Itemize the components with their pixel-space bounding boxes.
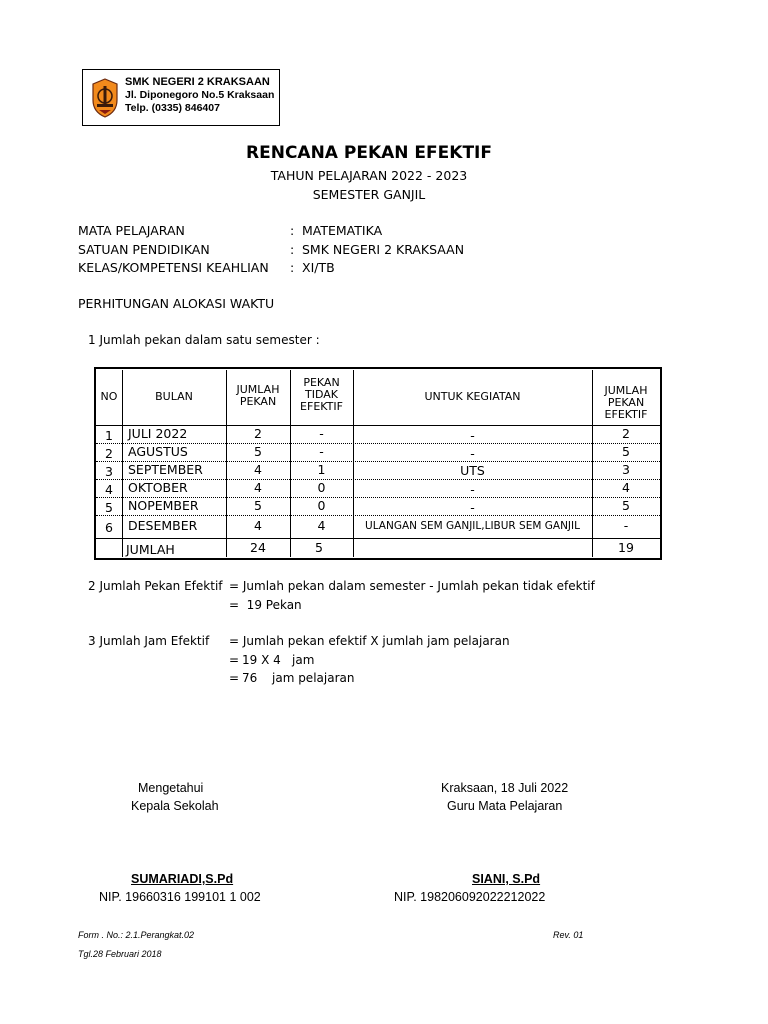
academic-year: TAHUN PELAJARAN 2022 - 2023: [270, 168, 468, 183]
header-efektif-line2: PEKAN: [607, 396, 645, 409]
header-no: NO: [100, 390, 118, 403]
sign-right-line2: Guru Mata Pelajaran: [447, 799, 563, 813]
row-jumlah: 4: [254, 462, 262, 477]
row-tidak: 1: [317, 462, 326, 477]
row-jumlah: 2: [254, 426, 262, 441]
info-value-class: XI/TB: [302, 260, 335, 275]
row-kegiatan: -: [470, 446, 475, 461]
header-jumlah-pekan-line2: PEKAN: [239, 395, 277, 408]
row-tidak: 0: [317, 480, 326, 495]
header-efektif-line3: EFEKTIF: [604, 408, 648, 421]
info-label-unit: SATUAN PENDIDIKAN: [78, 242, 210, 257]
footer-revision: Rev. 01: [553, 930, 584, 940]
item-2-result: = 19 Pekan: [229, 598, 302, 612]
footer-form-number: Form . No.: 2.1.Perangkat.02: [78, 930, 195, 940]
row-no: 1: [105, 428, 113, 443]
footer-date: Tgl.28 Februari 2018: [78, 949, 162, 959]
row-tidak: -: [319, 426, 324, 441]
item-3-calc-value: 19 X 4: [242, 653, 281, 667]
row-efektif: 4: [622, 480, 630, 495]
info-label-class: KELAS/KOMPETENSI KEAHLIAN: [78, 260, 269, 275]
table-divider: [96, 538, 660, 539]
header-tidak-line1: PEKAN: [303, 376, 340, 389]
item-3-label: 3 Jumlah Jam Efektif: [88, 634, 210, 648]
total-jumlah: 24: [250, 540, 266, 555]
row-efektif: 3: [622, 462, 630, 477]
item-3-calc-eq: =: [229, 653, 240, 667]
header-tidak-line3: EFEKTIF: [300, 400, 343, 413]
row-jumlah: 5: [254, 498, 262, 513]
row-efektif: -: [623, 518, 629, 533]
row-jumlah: 4: [254, 480, 262, 495]
school-phone: Telp. (0335) 846407: [125, 102, 220, 114]
header-jumlah-pekan: [226, 384, 290, 408]
school-address: Jl. Diponegoro No.5 Kraksaan: [125, 89, 275, 101]
info-colon: :: [290, 260, 295, 275]
row-jumlah: 5: [254, 444, 262, 459]
header-pekan-tidak-efektif: [290, 377, 353, 413]
row-bulan: AGUSTUS: [128, 444, 188, 459]
row-efektif: 5: [622, 444, 630, 459]
school-header: [82, 69, 280, 126]
teacher-name: SIANI, S.Pd: [472, 872, 541, 886]
total-label: JUMLAH: [126, 542, 175, 557]
header-bulan: BULAN: [155, 390, 193, 403]
row-no: 6: [105, 520, 113, 535]
row-no: 5: [105, 500, 113, 515]
table-divider: [96, 515, 660, 516]
row-efektif: 2: [622, 426, 630, 441]
row-no: 3: [105, 464, 113, 479]
row-no: 4: [105, 482, 113, 497]
item-3-result-eq: =: [229, 671, 240, 685]
row-kegiatan: ULANGAN SEM GANJIL,LIBUR SEM GANJIL: [365, 520, 580, 532]
row-bulan: NOPEMBER: [128, 498, 199, 513]
document-title: RENCANA PEKAN EFEKTIF: [246, 143, 492, 163]
info-colon: :: [290, 223, 295, 238]
item-2-formula: = Jumlah pekan dalam semester - Jumlah pekan tidak efektif: [229, 579, 595, 593]
principal-nip: NIP. 19660316 199101 1 002: [99, 890, 261, 904]
total-efektif: 19: [618, 540, 634, 555]
info-value-unit: SMK NEGERI 2 KRAKSAAN: [302, 242, 465, 257]
sign-right-line1: Kraksaan, 18 Juli 2022: [441, 781, 569, 795]
item-3-result-value: 76: [242, 671, 258, 685]
item-1-label: 1 Jumlah pekan dalam satu semester :: [88, 333, 320, 347]
header-efektif-line1: JUMLAH: [604, 384, 648, 397]
row-efektif: 5: [622, 498, 630, 513]
semester: SEMESTER GANJIL: [312, 187, 426, 202]
row-tidak: 0: [317, 498, 326, 513]
header-kegiatan: UNTUK KEGIATAN: [424, 390, 521, 403]
row-kegiatan: -: [470, 428, 475, 443]
row-tidak: 4: [317, 518, 326, 533]
header-tidak-line2: TIDAK: [305, 388, 338, 401]
item-3-calc-unit: jam: [292, 653, 315, 667]
row-kegiatan: -: [470, 482, 475, 497]
info-value-subject: MATEMATIKA: [302, 223, 383, 238]
header-jumlah-pekan-line1: JUMLAH: [236, 383, 280, 396]
header-pekan-efektif: [592, 385, 660, 421]
info-colon: :: [290, 242, 295, 257]
school-logo-icon: [91, 78, 119, 118]
section-title: PERHITUNGAN ALOKASI WAKTU: [78, 296, 275, 311]
item-2-label: 2 Jumlah Pekan Efektif: [88, 579, 223, 593]
info-label-subject: MATA PELAJARAN: [78, 223, 185, 238]
item-3-formula: = Jumlah pekan efektif X jumlah jam pelajaran: [229, 634, 510, 648]
row-kegiatan: UTS: [460, 463, 485, 478]
item-3-result-unit: jam pelajaran: [272, 671, 355, 685]
row-kegiatan: -: [470, 500, 475, 515]
row-jumlah: 4: [254, 518, 262, 533]
row-bulan: JULI 2022: [128, 426, 188, 441]
total-tidak: 5: [315, 540, 323, 555]
school-name: SMK NEGERI 2 KRAKSAAN: [125, 76, 270, 88]
teacher-nip: NIP. 198206092022212022: [394, 890, 546, 904]
sign-left-line1: Mengetahui: [138, 781, 204, 795]
principal-name: SUMARIADI,S.Pd: [131, 872, 234, 886]
row-no: 2: [105, 446, 113, 461]
row-bulan: SEPTEMBER: [128, 462, 203, 477]
row-tidak: -: [319, 444, 324, 459]
row-bulan: DESEMBER: [128, 518, 198, 533]
row-bulan: OKTOBER: [128, 480, 188, 495]
sign-left-line2: Kepala Sekolah: [131, 799, 219, 813]
